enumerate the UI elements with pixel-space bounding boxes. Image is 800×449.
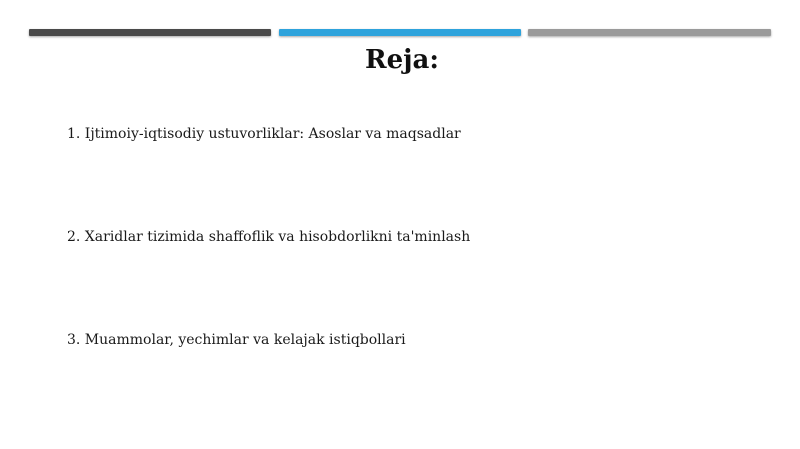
decor-bar-dark <box>29 29 271 36</box>
slide-title: Reja: <box>364 45 439 75</box>
decor-bar-blue <box>279 29 521 36</box>
agenda-item-3: 3. Muammolar, yechimlar va kelajak istiqbollari <box>67 332 406 348</box>
agenda-item-2: 2. Xaridlar tizimida shaffoflik va hisobdorlikni ta'minlash <box>67 229 471 245</box>
decorative-top-bars <box>29 29 771 37</box>
decor-bar-gray <box>528 29 771 36</box>
agenda-item-1: 1. Ijtimoiy-iqtisodiy ustuvorliklar: Asoslar va maqsadlar <box>67 126 461 142</box>
